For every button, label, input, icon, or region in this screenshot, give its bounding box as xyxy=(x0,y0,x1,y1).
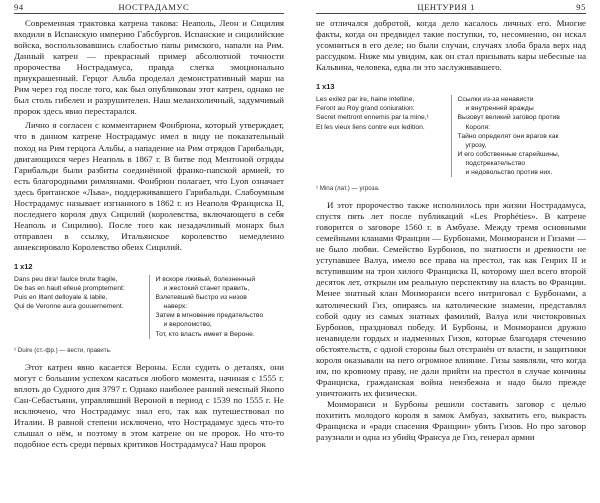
quatrain-block xyxy=(14,275,284,339)
right-paragraph-3: Монморанси и Бурбоны решили составить заговор с целью похитить молодого короля в замок Амбуаз, захватить его, выкрасть Франциска и «ради спасения Франции» убить Гизов. Но про заговор разузнали и одна из убийц Франсуа де Гиз, генерал армии xyxy=(316,398,586,443)
left-page xyxy=(14,0,284,503)
quatrain-french xyxy=(14,275,143,339)
left-page-number: 94 xyxy=(14,2,24,12)
left-paragraph-3: Этот катрен явно касается Вероны. Если судить о деталях, они могут с большим успехом касаться любого момента, начиная с 1555 г. вплоть до Судного дня 3797 г. Однако наиболее ранний неясный Якопо Сан-Себастьяни, управлявший Вероной в период с 1539 по 1555 г. Не исключено, что Нострадамус знал его, так как путешествовал по Италии. В равной степени исключено, что Нострадамус здесь что-то слышал о нём, и поэтому в этом катрене он не пророк. Но что-то подобное есть среди первых критиков Нострадамуса? Наш пророк xyxy=(14,361,284,449)
quatrain-line: Qui de Veronne aura gouuernement. xyxy=(14,303,124,311)
quatrain-line: Feront au Roy grand coniuration: xyxy=(316,105,415,113)
quatrain-line: и вероломство, xyxy=(163,321,212,329)
left-running-header xyxy=(14,0,284,14)
right-paragraph-2: И этот пророчество также исполнилось при жизни Нострадамуса, спустя пять лет после публикаций «Les Prophéties». В катрене говорится о заговоре 1560 г. в Амбуазе. Между тремя основными семейными кланами Франции — Бурбонами, Монморанси и Гизами — не было любви. Семейство Бурбонов, по знатности и древности не уступавшее Валуа, имело все права на престол, так как Генрих II и вступившим на трон хилого Франциска II, которому шел всего второй десяток лет, открыли им реальную перспективу на власть во Франции. Менее знатный клан Монморанси всего интриговал с Бурбонами, а католический Гиз, опираясь на католические знамени, представлял собой одну из самых знатных фамилий, Валуа или чистокровных Бурбонов, праздновал победу. И Бурбоны, и Монморанси дружно ненавидели гордых и надменных Гизов, которые благодаря стечению обстоятельств, с одной стороны был отстранён от власти, и защитники короля оказывали на него огромное влияние. Гизы заявляли, что когда им, по кровному праву, не дали прийти на престол в случае кончины Франциска, гражданская война неизбежна и надо было прежде уничтожить их физически. xyxy=(316,200,586,398)
quatrain-line: Тот, кто власть имеет в Вероне. xyxy=(155,330,255,338)
quatrain-line: и жестокий станет править, xyxy=(163,285,250,293)
left-paragraph-2: Лично я согласен с комментарием Фонбрюна, который утверждает, что в данном катрене Нострадамус имел в виду не показательный поход на Рим герцога Альбы, а нападение на Рим отрядов Гарибальди, двигающихся через Неаполь в 1867 г. В битве под Ментоной отряды Гарибальди были разбиты соединённой франко-папской армией, то есть благородными римлянами. Фонбрюн полагает, что Lyon означает здесь британское «Льва», поддерживавшего Гарибальди. Слабоумным Нострадамус называет изгнанного в 1862 г. из Неаполя Франциска II, последнего короля двух Сицилий (королевства, включающего в себя Неаполь и Сицилию). После того как незадачливый монарх был отправлен в ссылку, Итальянское королевство немедленно аннексировало Королевство обеих Сицилий. xyxy=(14,120,284,252)
quatrain-line: И его собственные старейшины, xyxy=(457,150,560,158)
quatrain-label: 1 x12 xyxy=(14,261,33,271)
quatrain-line: Ссылки из-за ненависти xyxy=(457,96,534,104)
quatrain-line: Тайно определят они врагов как xyxy=(457,132,559,140)
quatrain-line: Secret mettront ennemis par la mine,¹ xyxy=(316,114,429,122)
quatrain-line: De bas en hault eſleué promptement: xyxy=(14,285,125,293)
right-running-header xyxy=(316,0,586,14)
quatrain-line: и недовольство против них. xyxy=(465,168,553,176)
quatrain-line: Puis en Iſtant deſloyale & labile, xyxy=(14,294,108,302)
right-page-number: 95 xyxy=(576,2,586,12)
quatrain-russian xyxy=(149,275,285,339)
right-page xyxy=(316,0,586,503)
right-running-head: ЦЕНТУРИЯ 1 xyxy=(417,2,475,12)
left-paragraph-1: Современная трактовка катрена такова: Неаполь, Леон и Сицилия входили в Испанскую империю Габсбургов. Испанские и сицилийские войска, воспользовавшись слабостью папы римского, напали на Рим. Данный катрен — прекрасный пример абсолютной точности пророчества Нострадамуса, правда слегка эмоционально приукрашенный. Герцог Альба проделал демонстративный марш на Рим через год после того, как был опубликован этот катрен, однако не был столь гибелен и разрушителен. Наш меланхоличный, задумчивый пророк здесь явно перестарался. xyxy=(14,18,284,117)
quatrain-line: Короля: xyxy=(465,123,491,131)
footnote: ¹ Mina (лат.) — угроза. xyxy=(316,185,380,193)
quatrain-line: Взлетевший быстро из низов xyxy=(155,294,247,302)
quatrain-line: Вызовут великий заговор против xyxy=(457,114,560,122)
footnote: ¹ Duire (ст.-фр.) — вести, править. xyxy=(14,346,112,354)
quatrain-line: подстрекательство xyxy=(465,159,526,167)
quatrain-line: наверх: xyxy=(163,303,188,311)
quatrain-line: И вскоре лживый, болезненный xyxy=(155,275,256,283)
quatrain-line: угрозу, xyxy=(465,141,487,149)
quatrain-line: и внутренней вражды xyxy=(465,105,534,113)
left-running-head: НОСТРАДАМУС xyxy=(118,2,190,12)
right-paragraph-1: не отличался добротой, когда дело касалось личных его. Многие факты, когда он предвидел такие поступки, то, несомненно, он искал усомниться в его деле; но были случаи, случаях злоба брала верх над рассудком. Ниже мы увидим, как он стал призывать кары небесные на Кальвина, человека, едва ли это заслуживавшего. xyxy=(316,18,586,73)
quatrain-label: 1 x13 xyxy=(316,82,335,92)
quatrain-block xyxy=(316,95,586,177)
quatrain-line: Et ſes vieux ſiens contre eux ſedition. xyxy=(316,123,425,131)
quatrain-line: Затем в мгновение предательство xyxy=(155,312,264,320)
quatrain-french xyxy=(316,95,445,177)
quatrain-line: Dans peu dira¹ faulce brute fragile, xyxy=(14,275,118,283)
quatrain-line: Les exilez par ire, haine inteſtine, xyxy=(316,96,415,104)
quatrain-russian xyxy=(451,95,587,177)
